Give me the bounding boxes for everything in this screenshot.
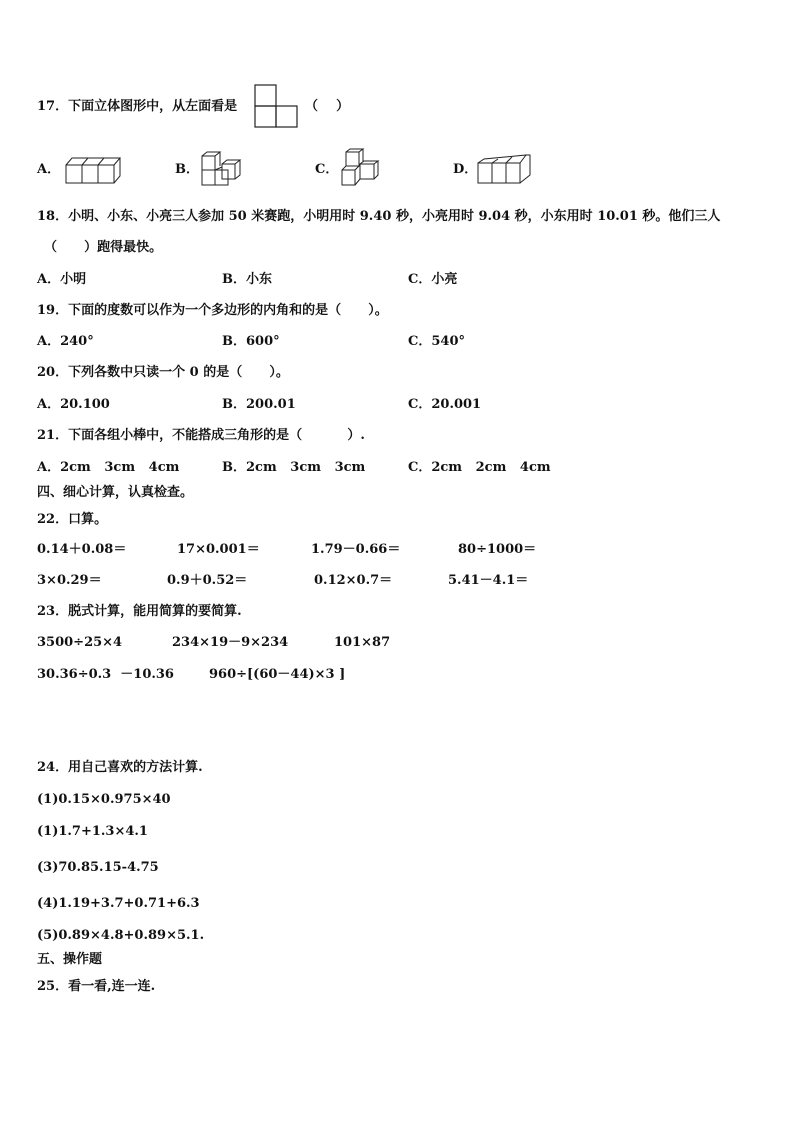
section-4-heading: 四、细心计算，认真检查。 [37, 485, 194, 500]
q24-stem: 24．用自己喜欢的方法计算. [37, 760, 203, 775]
q22-item: 0.12×0.7＝ [314, 573, 393, 588]
q22-item: 17×0.001＝ [177, 542, 260, 557]
q23-item: 101×87 [334, 635, 391, 650]
q23-item: 960÷[(60－44)×3 ] [209, 667, 346, 682]
q17-option-a-label: A． [37, 162, 61, 177]
q17-option-a-cubes [64, 153, 120, 187]
q22-stem: 22．口算。 [37, 512, 108, 527]
q17-option-d-cubes [474, 153, 534, 187]
q20-option-a: A．20.100 [37, 397, 110, 412]
q17-option-c-label: C． [315, 162, 339, 177]
q22-item: 5.41－4.1＝ [448, 573, 529, 588]
q17-option-b-cubes [198, 150, 242, 188]
q22-item: 80÷1000＝ [458, 542, 537, 557]
q20-stem: 20．下列各数中只读一个 0 的是（ ）。 [37, 365, 289, 380]
section-5-heading: 五、操作题 [37, 952, 103, 967]
q22-item: 0.14＋0.08＝ [37, 542, 127, 557]
q19-option-b: B．600° [222, 334, 280, 349]
q17-view-figure [254, 84, 300, 130]
q20-option-c: C．20.001 [408, 397, 482, 412]
q18-option-b: B．小东 [222, 272, 272, 287]
q17-answer-blank: （ ） [305, 99, 350, 114]
q17-stem: 17．下面立体图形中，从左面看是 [37, 99, 238, 114]
q18-option-a: A．小明 [37, 272, 87, 287]
q21-stem: 21．下面各组小棒中，不能搭成三角形的是（ ）. [37, 428, 365, 443]
q24-item-4: (4)1.19+3.7+0.71+6.3 [37, 896, 200, 911]
q18-option-c: C．小亮 [408, 272, 458, 287]
q17-option-d-label: D． [453, 162, 478, 177]
q24-item-5: (5)0.89×4.8+0.89×5.1. [37, 928, 205, 943]
q25-stem: 25．看一看,连一连. [37, 979, 156, 994]
q21-option-c: C．2cm 2cm 4cm [408, 460, 551, 475]
q17-option-c-cubes [338, 148, 380, 188]
q24-item-2: (1)1.7+1.3×4.1 [37, 824, 148, 839]
q23-stem: 23．脱式计算，能用简算的要简算. [37, 604, 242, 619]
q18-stem-line1: 18．小明、小东、小亮三人参加 50 米赛跑，小明用时 9.40 秒，小亮用时 9.04 秒，小东用时 10.01 秒。他们三人 [37, 209, 721, 224]
q24-item-3: (3)70.85.15-4.75 [37, 860, 159, 875]
q17-option-b-label: B． [175, 162, 199, 177]
q24-item-1: (1)0.15×0.975×40 [37, 792, 171, 807]
q21-option-a: A．2cm 3cm 4cm [37, 460, 180, 475]
q23-item: 30.36÷0.3 －10.36 [37, 667, 174, 682]
q23-item: 234×19－9×234 [172, 635, 289, 650]
q19-stem: 19．下面的度数可以作为一个多边形的内角和的是（ ）。 [37, 303, 388, 318]
q22-item: 1.79－0.66＝ [311, 542, 401, 557]
q20-option-b: B．200.01 [222, 397, 296, 412]
q19-option-c: C．540° [408, 334, 465, 349]
q22-item: 3×0.29＝ [37, 573, 102, 588]
q23-item: 3500÷25×4 [37, 635, 123, 650]
q21-option-b: B．2cm 3cm 3cm [222, 460, 366, 475]
q19-option-a: A．240° [37, 334, 94, 349]
q22-item: 0.9＋0.52＝ [167, 573, 248, 588]
q18-stem-line2: （ ）跑得最快。 [44, 240, 163, 255]
